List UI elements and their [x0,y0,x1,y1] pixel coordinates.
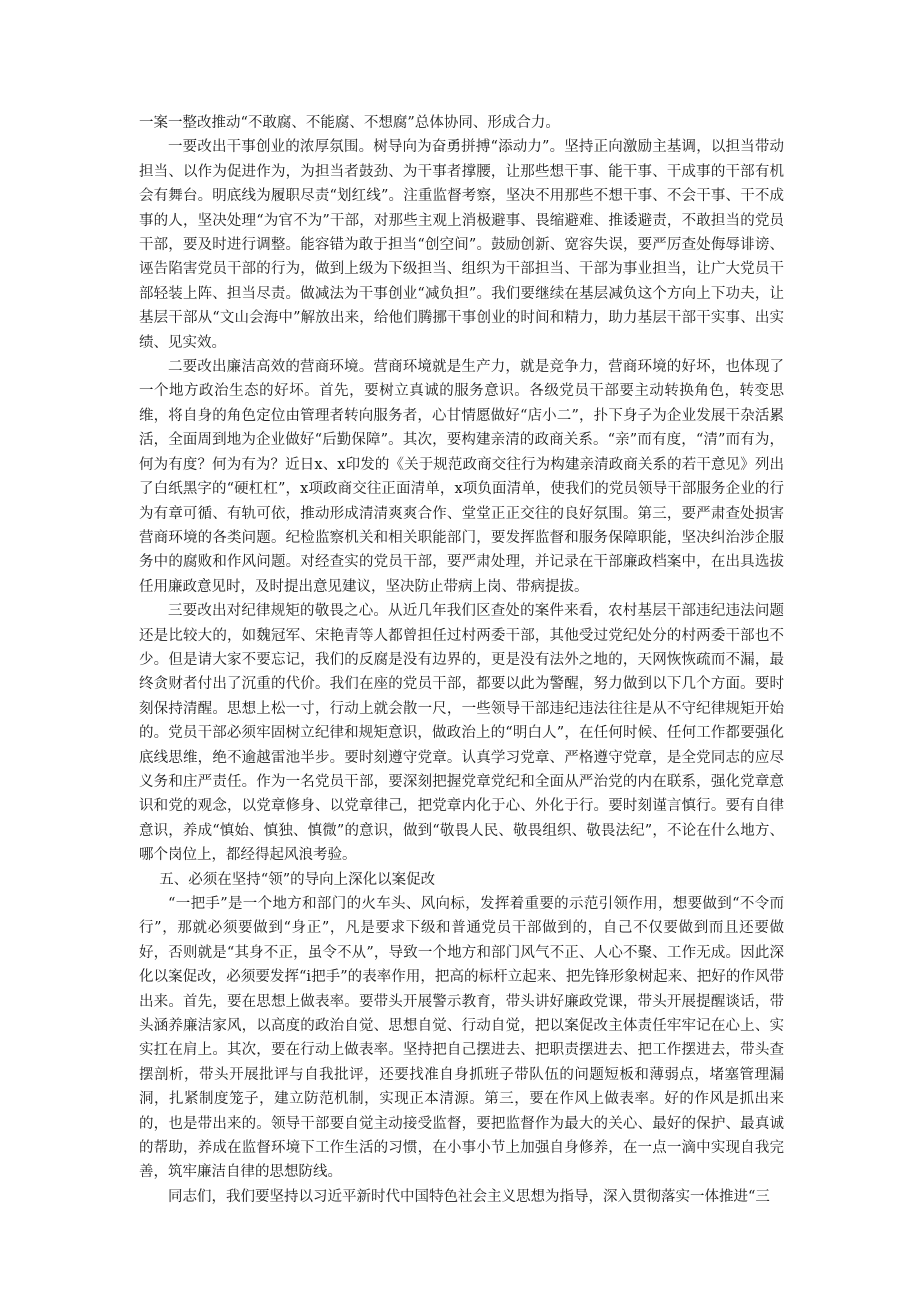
paragraph-closing: 同志们，我们要坚持以习近平新时代中国特色社会主义思想为指导，深入贯彻落实一体推进“三 [168,1188,770,1205]
paragraph-work-atmosphere: 一要改出干事创业的浓厚氛围。树导向为奋勇拼搏“添动力”。坚持正向激励主基调，以担当带动担当、以作为促进作为，为担当者鼓劲、为干事者撑腰，让那些想干事、能干事、干成事的干部有机会有舞台。明底线为履职尽责“划红线”。注重监督考察，坚决不用那些不想干事、不会干事、干不成事的人，坚决处理“为官不为”干部，对那些主观上消极避事、畏缩避难、推诿避责，不敢担当的党员干部，要及时进行调整。能容错为敢于担当“创空间”。鼓励创新、宽容失误，要严厉查处侮辱诽谤、诬告陷害党员干部的行为，做到上级为下级担当、组织为干部担当、干部为事业担当，让广大党员干部轻装上阵、担当尽责。做减法为干事创业“减负担”。我们要继续在基层减负这个方向上下功夫，让基层干部从“文山会海中”解放出来，给他们腾挪干事创业的时间和精力，助力基层干部干实事、出实绩、见实效。 [139,139,784,351]
section-heading-five: 五、必须在坚持“领”的导向上深化以案促改 [159,871,436,888]
paragraph-continuation: 一案一整改推动“不敢腐、不能腐、不想腐”总体协同、形成合力。 [139,115,560,131]
paragraph-business-environment: 二要改出廉洁高效的营商环境。营商环境就是生产力，就是竞争力，营商环境的好坏，也体现了一个地方政治生态的好坏。首先，要树立真诚的服务意识。各级党员干部要主动转换角色，转变思维，将自身的角色定位由管理者转向服务者，心甘情愿做好“店小二”，扑下身子为企业发展干杂活累活，全面周到地为企业做好“后勤保障”。其次，要构建亲清的政商关系。“亲”而有度，“清”而有为，何为有度？何为有为？近日x、x印发的《关于规范政商交往行为构建亲清政商关系的若干意见》列出了白纸黑字的“硬杠杠”，x项政商交往正面清单，x项负面清单，使我们的党员领导干部服务企业的行为有章可循、有轨可依，推动形成清清爽爽合作、堂堂正正交往的良好氛围。第三，要严肃查处损害营商环境的各类问题。纪检监察机关和相关职能部门，要发挥监督和服务保障职能，坚决纠治涉企服务中的腐败和作风问题。对经查实的党员干部，要严肃处理，并记录在干部廉政档案中，在出具选拔任用廉政意见时，及时提出意见建议，坚决防止带病上岗、带病提拔。 [139,359,784,595]
paragraph-leader-example: “一把手”是一个地方和部门的火车头、风向标，发挥着重要的示范引领作用，想要做到“不令而行”，那就必须要做到“身正”，凡是要求下级和普通党员干部做到的，自己不仅要做到而且还要做好，否则就是“其身不正，虽令不从”，导致一个地方和部门风气不正、人心不聚、工作无成。因此深化以案促改，必须要发挥“i把手”的表率作用，把高的标杆立起来、把先锋形象树起来、把好的作风带出来。首先，要在思想上做表率。要带头开展警示教育，带头讲好廉政党课，带头开展提醒谈话，带头涵养廉洁家风，以高度的政治自觉、思想自觉、行动自觉，把以案促改主体责任牢牢记在心上、实实扛在肩上。其次，要在行动上做表率。坚持把自己摆进去、把职责摆进去、把工作摆进去，带头查摆剖析，带头开展批评与自我批评，还要找准自身抓班子带队伍的问题短板和薄弱点，堵塞管理漏洞，扎紧制度笼子，建立防范机制，实现正本清源。第三，要在作风上做表率。好的作风是抓出来的，也是带出来的。领导干部要自觉主动接受监督，要把监督作为最大的关心、最好的保护、最真诚的帮助，养成在监督环境下工作生活的习惯，在小事小节上加强自身修养，在一点一滴中实现自我完善，筑牢廉洁自律的思想防线。 [139,896,784,1181]
document-body [139,111,784,1209]
paragraph-discipline-awe: 三要改出对纪律规矩的敬畏之心。从近几年我们区查处的案件来看，农村基层干部违纪违法问题还是比较大的，如魏冠军、宋艳青等人都曾担任过村两委干部，其他受过党纪处分的村两委干部也不少。但是请大家不要忘记，我们的反腐是没有边界的，更是没有法外之地的，天网恢恢疏而不漏，最终贪财者付出了沉重的代价。我们在座的党员干部，都要以此为警醒，努力做到以下几个方面。要时刻保持清醒。思想上松一寸，行动上就会散一尺，一些领导干部违纪违法往往是从不守纪律规矩开始的。党员干部必须牢固树立纪律和规矩意识，做政治上的“明白人”，在任何时候、任何工作都要强化底线思维，绝不逾越雷池半步。要时刻遵守党章。认真学习党章、严格遵守党章，是全党同志的应尽义务和庄严责任。作为一名党员干部，要深刻把握党章党纪和全面从严治党的内在联系，强化党章意识和党的观念，以党章修身、以党章律己，把党章内化于心、外化于行。要时刻谨言慎行。要有自律意识，养成“慎始、慎独、慎微”的意识，做到“敬畏人民、敬畏组织、敬畏法纪”，不论在什么地方、哪个岗位上，都经得起风浪考验。 [139,603,784,864]
